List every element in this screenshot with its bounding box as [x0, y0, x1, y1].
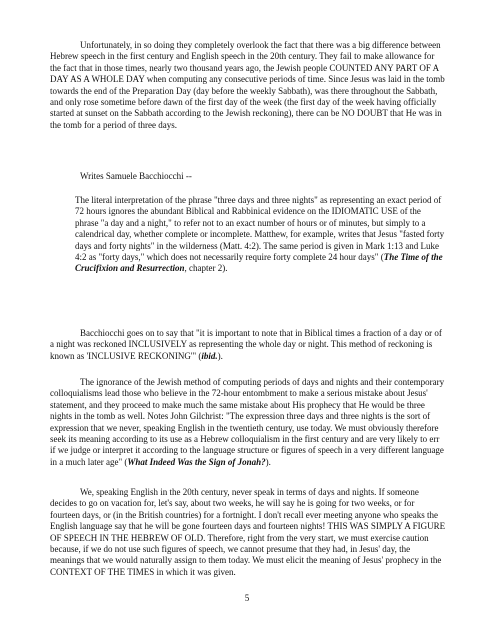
source-title: What Indeed Was the Sign of Jonah?	[127, 456, 266, 467]
paragraph-text: Writes Samuele Bacchiocchi --	[80, 171, 192, 181]
paragraph-text: Bacchiocchi goes on to say that "it is important to note that in Biblical times a fraction of a day or of a night was reckoned INCLUSIVELY as representing the whole day or night. This method of reckoning is known as 'INCLUSIVE RECKONING'" (	[50, 328, 442, 361]
paragraph-inclusive-reckoning	[50, 328, 446, 362]
paragraph-writes-bacchiocchi	[50, 171, 446, 182]
page-number: 5	[244, 593, 250, 603]
paragraph-text: Unfortunately, in so doing they completely overlook the fact that there was a big difference between Hebrew speech in the first century and English speech in the 20th century. They fail to make allowance for the fact that in those times, nearly two thousand years ago, the Jewish people COUNTED ANY PART OF A DAY AS A WHOLE DAY when computing any consecutive periods of time. Since Jesus was laid in the tomb towards the end of the Preparation Day (day before the weekly Sabbath), was there throughout the Sabbath, and only rose sometime before dawn of the first day of the week (the first day of the week having officially started at sunset on the Sabbath according to the Jewish reckoning), there can be NO DOUBT that He was in the tomb for a period of three days.	[50, 40, 445, 130]
quote-source-title: The Time of the Crucifixion and Resurrection	[75, 252, 443, 274]
paragraph-jewish-method	[50, 377, 446, 468]
block-quote-bacchiocchi	[75, 195, 446, 275]
paragraph-tail: ).	[265, 456, 271, 467]
paragraph-speaking-english	[50, 487, 446, 578]
source-title: ibid.	[201, 350, 218, 361]
paragraph-text: The ignorance of the Jewish method of computing periods of days and nights and their contemporary colloquialisms lead those who believe in the 72-hour entombment to make a serious mistake about Jesus' statement, and they proceed to make much the same mistake about His prophecy that He would be three nights in the tomb as well. Notes John Gilchrist: "The expression three days and three nights is the sort of expression that we never, speaking English in the twentieth century, use today. We must obviously therefore seek its meaning according to its use as a Hebrew colloquialism in the first century and are very likely to err if we judge or interpret it according to the language structure or figures of speech in a very different language in a much later age" (	[50, 377, 445, 467]
quote-text: The literal interpretation of the phrase "three days and three nights" as representing an exact period of 72 hours ignores the abundant Biblical and Rabbinical evidence on the IDIOMATIC USE of the phrase "a day and a night," to refer not to an exact number of hours or of minutes, but simply to a calendrical day, whether complete or incomplete. Matthew, for example, writes that Jesus "fasted forty days and forty nights" in the wilderness (Matt. 4:2). The same period is given in Mark 1:13 and Luke 4:2 as "forty days," which does not necessarily require forty complete 24 hour days" (	[75, 195, 445, 263]
paragraph-text: We, speaking English in the 20th century, never speak in terms of days and nights. If someone decides to go on vacation for, let's say, about two weeks, he will say he is going for two weeks, or for fourteen days, or (in the British countries) for a fortnight. I don't recall ever meeting anyone who speaks the English language say that he will be gone fourteen days and fourteen nights! THIS WAS SIMPLY A FIGURE OF SPEECH IN THE HEBREW OF OLD. Therefore, right from the very start, we must exercise caution because, if we do not use such figures of speech, we cannot presume that they had, in Jesus' day, the meanings that we would naturally assign to them today. We must elicit the meaning of Jesus' prophecy in the CONTEXT OF THE TIMES in which it was given.	[50, 487, 446, 577]
paragraph-unfortunately	[50, 40, 446, 131]
paragraph-tail: ).	[217, 350, 223, 361]
quote-tail: , chapter 2).	[184, 263, 228, 274]
